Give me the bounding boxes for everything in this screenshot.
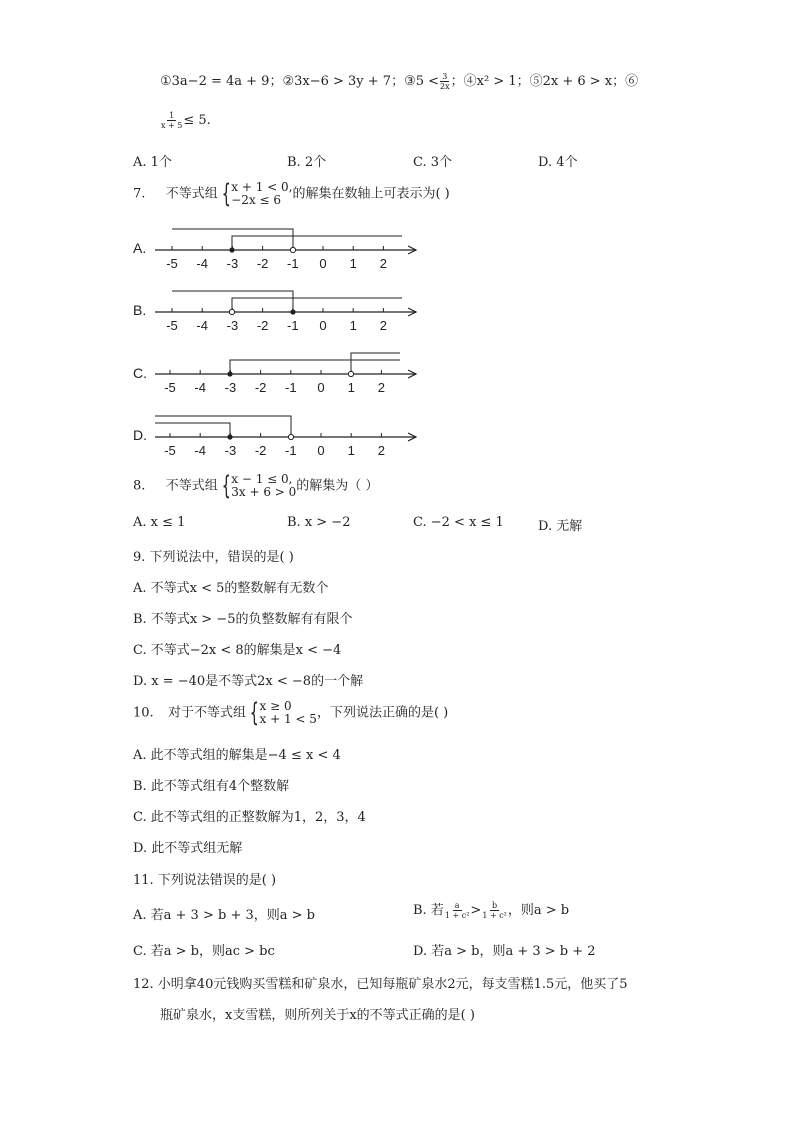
tick-label: 2 [377,443,386,458]
q10-stem [133,700,448,726]
q12-stem-line1: 12. 小明拿40元钱购买雪糕和矿泉水，已知每瓶矿泉水2元，每支雪糕1.5元，他买了5 [133,977,628,992]
q10-number: 10. [133,705,154,721]
q6-text-a: ①3a−2 = 4a + 9；②3x−6 > 3y + 7；③5 < [160,74,440,89]
q11-option-d[interactable]: D. 若a > b，则a + 3 > b + 2 [413,944,596,959]
q8-number: 8. [133,478,146,494]
tick-label: -4 [194,443,206,458]
q9-option-c[interactable]: C. 不等式−2x < 8的解集是x < −4 [133,643,342,658]
q6-option-b[interactable]: B. 2个 [287,155,327,170]
tick-label: 1 [349,256,357,271]
q8-option-a[interactable]: A. x ≤ 1 [133,515,186,530]
q7-option-b-diagram[interactable] [155,291,416,333]
q10-suffix: ，下列说法正确的是( ) [316,705,449,721]
tick-label: -2 [256,256,269,271]
q7-option-d-label[interactable]: D. [133,427,147,443]
q8-option-d[interactable]: D. 无解 [538,519,583,534]
q9-option-a[interactable]: A. 不等式x < 5的整数解有无数个 [133,581,329,596]
q6-option-c[interactable]: C. 3个 [413,155,453,170]
tick-label: 2 [379,256,388,271]
q6-option-d[interactable]: D. 4个 [538,155,578,170]
q11-option-c[interactable]: C. 若a > b，则ac > bc [133,944,275,959]
tick-label: -1 [285,443,297,458]
q12-stem-line2: 瓶矿泉水，x支雪糕，则所列关于x的不等式正确的是( ) [160,1008,475,1023]
tick-label: -4 [194,380,206,395]
q6-fraction-6: $\frac{1}{x + 5}$ [161,111,183,130]
q11-fraction-b: $\frac{b}{\text{1 + c²}}$ [482,901,507,920]
q6-text-c: ≤ 5. [183,113,211,128]
q10-option-b[interactable]: B. 此不等式组有4个整数解 [133,779,290,794]
tick-label: 0 [317,443,325,458]
tick-label: -1 [287,256,299,271]
q7-option-c-diagram[interactable] [155,353,416,395]
tick-label: -5 [164,380,176,395]
q11-option-a[interactable]: A. 若a + 3 > b + 3，则a > b [133,908,315,923]
tick-label: -3 [226,318,239,333]
tick-label: 0 [319,256,327,271]
q10-option-c[interactable]: C. 此不等式组的正整数解为1，2，3，4 [133,810,366,825]
q7-option-d-diagram[interactable] [155,416,416,458]
q9-option-b[interactable]: B. 不等式x > −5的负整数解有有限个 [133,612,353,627]
q6-option-a[interactable]: A. 1个 [133,155,172,170]
tick-label: -1 [287,318,299,333]
tick-label: 1 [347,380,355,395]
tick-label: -5 [164,443,176,458]
q8-option-c[interactable]: C. −2 < x ≤ 1 [413,515,504,530]
tick-label: 2 [379,318,388,333]
q7-system: { x + 1 < 0, −2x ≤ 6 [221,179,293,209]
q9-stem: 9. 下列说法中，错误的是( ) [133,550,294,565]
q11-option-b[interactable]: B. 若 $\frac{a}{\text{1 + c²}}$ > $\frac{b}{\text{1 + c²}}$ ，则a > b [413,901,570,920]
tick-label: -4 [196,256,208,271]
tick-label: -5 [166,256,178,271]
q9-option-d[interactable]: D. x = −40是不等式2x < −8的一个解 [133,674,364,689]
q7-option-a-label[interactable]: A. [133,240,147,256]
q7-option-a-diagram[interactable] [155,229,416,271]
q10-option-a[interactable]: A. 此不等式组的解集是−4 ≤ x < 4 [133,748,341,763]
q10-prefix: 对于不等式组 [167,705,246,721]
q7-option-c-label[interactable]: C. [133,365,147,381]
tick-label: 1 [347,443,355,458]
q8-stem [133,473,378,499]
q6-text-b: ；④x² > 1；⑤2x + 6 > x；⑥ [450,74,639,89]
q8-system: { x − 1 ≤ 0, 3x + 6 > 0 [221,471,297,501]
tick-label: -2 [254,443,267,458]
q8-option-b[interactable]: B. x > −2 [287,515,351,530]
q7-number: 7. [133,186,146,202]
tick-label: -3 [226,256,239,271]
q11-fraction-a: $\frac{a}{\text{1 + c²}}$ [444,901,470,920]
tick-label: 1 [349,318,357,333]
q8-prefix: 不等式组 [165,478,218,494]
q7-number-lines [0,0,794,470]
q8-suffix: 的解集为（ ） [296,478,379,494]
tick-label: 2 [377,380,386,395]
q11-stem: 11. 下列说法错误的是( ) [133,873,277,888]
tick-label: -3 [224,443,237,458]
tick-label: 0 [317,380,325,395]
tick-label: 0 [319,318,327,333]
tick-label: -2 [254,380,267,395]
q7-option-b-label[interactable]: B. [133,302,147,318]
tick-label: -2 [256,318,269,333]
q7-suffix: 的解集在数轴上可表示为( ) [292,186,450,202]
q10-system: { x ≥ 0 x + 1 < 5 [249,698,317,728]
tick-label: -3 [224,380,237,395]
tick-label: -1 [285,380,297,395]
q6-fraction-3: $\frac{3}{2x}$ [440,72,450,91]
tick-label: -5 [166,318,178,333]
tick-label: -4 [196,318,208,333]
q10-option-d[interactable]: D. 此不等式组无解 [133,841,243,856]
q7-prefix: 不等式组 [165,186,218,202]
